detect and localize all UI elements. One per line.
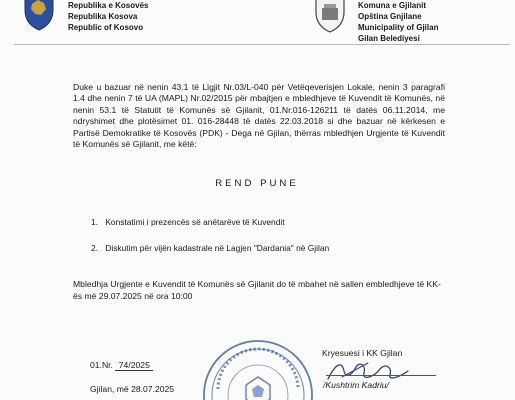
agenda-title: REND PUNE [215,178,299,189]
reference-label: 01.Nr. [90,360,113,370]
legal-basis-paragraph: Duke u bazuar në nenin 43.1 të Ligjit Nr.03/L-040 për Vetëqeverisjen Lokale, nenin 3 paragrafi 1.4 dhe nenin 7 të UA (MAPL) Nr.02/2015 për mbajtjen e mbledhjeve të Kuvendit të Komunës, në nenin 53.1 të Statutit të Komunës së Gjilanit, 01.Nr.016-126211 të datës 06.11.2014, me ndryshimet dhe plotësimet 01. 016-28448 të datës 22.03.2018 si dhe bazuar në kërkesen e Partisë Demokratike të Kosovës (PDK) - Dega në Gjilan, thërras mbledhjen Urgjente të Kuvendit të Komunës së Gjilanit, me këtë: [73,82,445,150]
header-right-line: Opština Gnjilane [358,12,422,21]
municipality-emblem-icon [312,0,348,34]
chair-title: Kryesuesi i KK Gjilan [322,348,403,358]
agenda-list [91,217,329,269]
coat-of-arms-icon [22,0,56,32]
agenda-item-number: 1. [91,217,98,227]
header-left-line: Republika Kosova [68,12,138,21]
header-right-line: Gilan Belediyesi [358,34,420,43]
signer-name: /Kushtrim Kadriu/ [323,380,389,390]
agenda-item [91,217,329,230]
header-divider [14,44,510,45]
header-left-line: Republic of Kosovo [68,23,144,32]
reference-value: 74/2025 [115,360,153,371]
agenda-item [91,243,329,256]
place-and-date: Gjilan, më 28.07.2025 [90,384,175,394]
agenda-item-text: Diskutim për vijën kadastrale në Lagjen "Dardania" në Gjilan [105,243,330,253]
header-right-line: Komuna e Gjilanit [358,1,427,10]
header-left [68,0,148,33]
official-seal-stamp [200,337,316,400]
agenda-item-text: Konstatimi i prezencës së anëtarëve të Kuvendit [105,217,285,227]
meeting-notice: Mbledhja Urgjente e Kuvendit të Komunës së Gjilanit do të mbahet në sallen embledhjeve të KK-ës më 29.07.2025 në ora 10:00 [73,279,441,301]
header-right-line: Municipality of Gjilan [358,23,439,32]
signature-line [326,375,436,376]
reference-number [90,360,153,371]
header-left-line: Republika e Kosovës [68,1,149,10]
agenda-item-number: 2. [91,243,98,253]
header-right [358,0,438,44]
